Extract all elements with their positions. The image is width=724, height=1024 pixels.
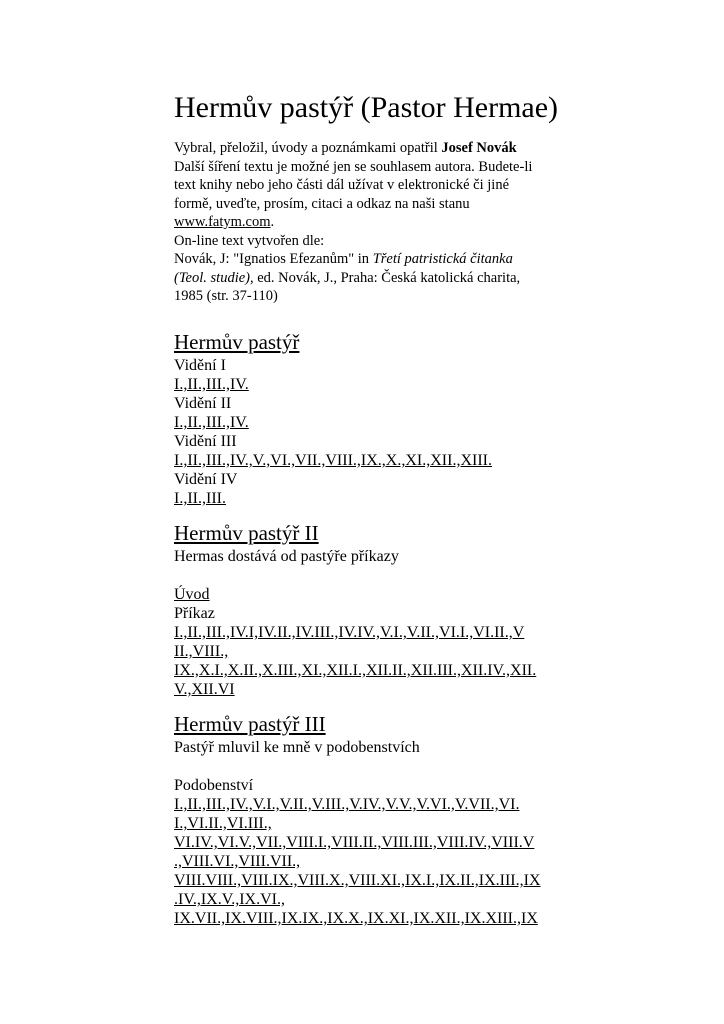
parables-links-6[interactable]: .IV.,IX.V.,IX.VI., bbox=[174, 891, 285, 908]
parables-refs-7 bbox=[174, 909, 564, 928]
commandment-links-1[interactable]: I.,II.,III.,IV.I,IV.II.,IV.III.,IV.IV.,V.I.,V.II.,VI.I.,VI.II.,V bbox=[174, 624, 525, 641]
license-line-3: formě, uveďte, prosím, citaci a odkaz na naši stanu bbox=[174, 195, 470, 212]
parables-refs-6 bbox=[174, 890, 564, 909]
section-hermas-2 bbox=[174, 520, 564, 699]
source-year: 1985 (str. 37-110) bbox=[174, 288, 278, 304]
vision-4-chapter-links[interactable]: I.,II.,III. bbox=[174, 490, 226, 507]
parables-refs-4 bbox=[174, 852, 564, 871]
online-note: On-line text vytvořen dle: bbox=[174, 232, 325, 249]
vision-2-chapter-links[interactable]: I.,II.,III.,IV. bbox=[174, 414, 249, 431]
commandment-refs-1 bbox=[174, 623, 564, 642]
intro-ref bbox=[174, 585, 564, 604]
vision-3-label: Vidění III bbox=[174, 433, 237, 450]
parables-links-1[interactable]: I.,II.,III.,IV.,V.I.,V.II.,V.III.,V.IV.,V.V.,V.VI.,V.VII.,VI. bbox=[174, 796, 520, 813]
parables-links-4[interactable]: .,VIII.VI.,VIII.VII., bbox=[174, 853, 301, 870]
parables-refs-5 bbox=[174, 871, 564, 890]
intro-block bbox=[174, 139, 564, 306]
commandment-refs-2 bbox=[174, 642, 564, 661]
website-period: . bbox=[270, 214, 275, 230]
document-title: Hermův pastýř (Pastor Hermae) bbox=[174, 91, 559, 124]
parables-links-2[interactable]: I.,VI.II.,VI.III., bbox=[174, 815, 272, 832]
vision-3-refs bbox=[174, 451, 564, 470]
parables-refs-3 bbox=[174, 833, 564, 852]
parables-links-7[interactable]: IX.VII.,IX.VIII.,IX.IX.,IX.X.,IX.XI.,IX.XII.,IX.XIII.,IX bbox=[174, 910, 538, 927]
source-line-2 bbox=[174, 269, 564, 288]
source-publisher: , ed. Novák, J., Praha: Česká katolická charita, bbox=[250, 269, 521, 286]
parables-label: Podobenství bbox=[174, 777, 254, 794]
vision-1-refs bbox=[174, 375, 564, 394]
section-hermas-3 bbox=[174, 711, 564, 928]
section-3-heading[interactable]: Hermův pastýř III bbox=[174, 712, 326, 736]
vision-3-chapter-links[interactable]: I.,II.,III.,IV.,V.,VI.,VII.,VIII.,IX.,X.,XI.,XII.,XIII. bbox=[174, 452, 492, 469]
vision-4-label: Vidění IV bbox=[174, 471, 238, 488]
vision-2-refs bbox=[174, 413, 564, 432]
author-name: Josef Novák bbox=[441, 140, 517, 156]
commandment-links-3[interactable]: IX.,X.I.,X.II.,X.III.,XI.,XII.I.,XII.II.,XII.III.,XII.IV.,XII. bbox=[174, 662, 537, 679]
parables-refs-2 bbox=[174, 814, 564, 833]
source-line bbox=[174, 250, 564, 269]
section-2-subtitle: Hermas dostává od pastýře příkazy bbox=[174, 548, 399, 565]
commandment-links-2[interactable]: II.,VIII., bbox=[174, 643, 229, 660]
parables-links-5[interactable]: VIII.VIII.,VIII.IX.,VIII.X.,VIII.XI.,IX.I.,IX.II.,IX.III.,IX bbox=[174, 872, 541, 889]
source-series: (Teol. studie) bbox=[174, 269, 250, 286]
commandment-refs-3 bbox=[174, 661, 564, 680]
vision-2-label: Vidění II bbox=[174, 395, 232, 412]
credits-text: Vybral, přeložil, úvody a poznámkami opatřil bbox=[174, 140, 442, 156]
credits-line bbox=[174, 139, 564, 158]
vision-1-label: Vidění I bbox=[174, 357, 226, 374]
section-2-heading[interactable]: Hermův pastýř II bbox=[174, 521, 319, 545]
commandment-links-4[interactable]: V.,XII.VI bbox=[174, 681, 235, 698]
license-line-2: text knihy nebo jeho části dál užívat v elektronické či jiné bbox=[174, 177, 510, 193]
section-3-subtitle: Pastýř mluvil ke mně v podobenstvích bbox=[174, 739, 420, 756]
source-title: Třetí patristická čitanka bbox=[372, 251, 513, 267]
commandment-refs-4 bbox=[174, 680, 564, 699]
parables-links-3[interactable]: VI.IV.,VI.V.,VII.,VIII.I.,VIII.II.,VIII.III.,VIII.IV.,VIII.V bbox=[174, 834, 535, 851]
license-line-1: Další šíření textu je možné jen se souhlasem autora. Budete-li bbox=[174, 158, 533, 175]
website-link[interactable]: www.fatym.com bbox=[174, 214, 271, 230]
section-hermas-1 bbox=[174, 329, 564, 508]
commandment-label: Příkaz bbox=[174, 605, 215, 622]
source-prefix: Novák, J: "Ignatios Efezanům" in bbox=[174, 251, 373, 267]
vision-1-chapter-links[interactable]: I.,II.,III.,IV. bbox=[174, 376, 249, 393]
vision-4-refs bbox=[174, 489, 564, 508]
parables-refs-1 bbox=[174, 795, 564, 814]
intro-link[interactable]: Úvod bbox=[174, 586, 210, 603]
section-1-heading[interactable]: Hermův pastýř bbox=[174, 330, 300, 354]
website-line bbox=[174, 213, 564, 232]
